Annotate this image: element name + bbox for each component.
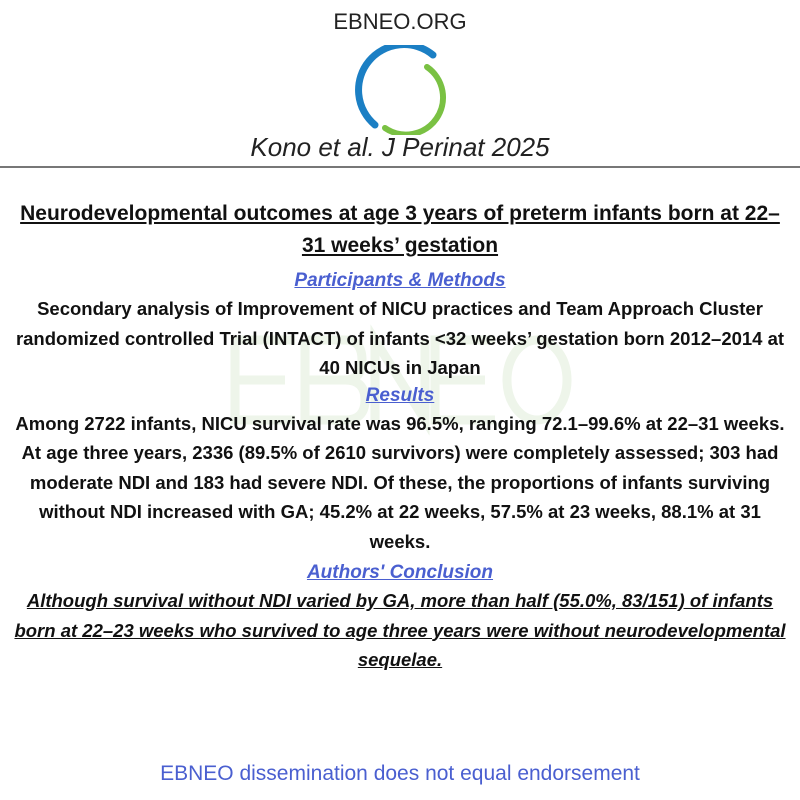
section-text-conclusion: Although survival without NDI varied by GA, more than half (55.0%, 83/151) of infants born at 22–23 weeks who survived to age three years were without neurodevelopmental sequelae. (14, 590, 786, 670)
section-text-methods: Secondary analysis of Improvement of NICU practices and Team Approach Cluster randomized controlled Trial (INTACT) of infants <32 weeks’ gestation born 2012–2014 at 40 NICUs in Japan (15, 298, 785, 378)
section-heading-methods: Participants & Methods (294, 270, 506, 291)
site-name: EBNEO.ORG (333, 9, 467, 34)
citation: Kono et al. J Perinat 2025 (250, 132, 550, 162)
disclaimer: EBNEO dissemination does not equal endorsement (160, 762, 640, 785)
section-heading-results: Results (365, 384, 435, 406)
article-title: Neurodevelopmental outcomes at age 3 years of preterm infants born at 22–31 weeks’ gestation (20, 202, 780, 257)
summary-content (0, 198, 800, 675)
section-text-results: Among 2722 infants, NICU survival rate was 96.5%, ranging 72.1–99.6% at 22–31 weeks. At age three years, 2336 (89.5% of 2610 survivors) were completely assessed; 303 had moderate NDI and 183 had severe NDI. Of these, the proportions of infants surviving without NDI increased with GA; 45.2% at 22 weeks, 57.5% at 23 weeks, 88.1% at 31 weeks. (15, 412, 785, 552)
section-heading-conclusion: Authors' Conclusion (306, 562, 494, 583)
